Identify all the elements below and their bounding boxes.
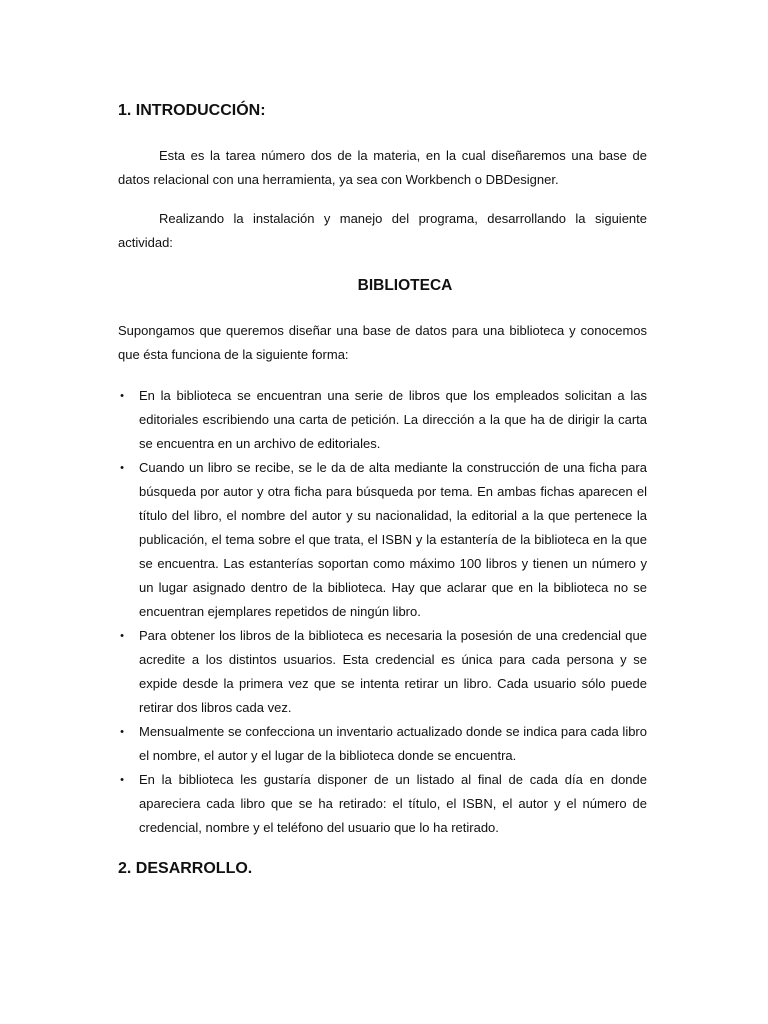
bullet-icon: •	[120, 774, 124, 786]
bullet-icon: •	[120, 462, 124, 474]
intro-paragraph-2: Realizando la instalación y manejo del programa, desarrollando la siguiente actividad:	[118, 211, 647, 250]
bullet-item	[118, 624, 647, 720]
bullet-item	[118, 768, 647, 840]
biblioteca-bullet-list	[118, 384, 647, 840]
biblioteca-intro-paragraph: Supongamos que queremos diseñar una base de datos para una biblioteca y conocemos que ésta funciona de la siguiente forma:	[118, 323, 647, 362]
bullet-text: Mensualmente se confecciona un inventario actualizado donde se indica para cada libro el nombre, el autor y el lugar de la biblioteca donde se encuentra.	[139, 724, 647, 763]
bullet-icon: •	[120, 630, 124, 642]
bullet-item	[118, 720, 647, 768]
section-heading-desarrollo: 2. DESARROLLO.	[118, 860, 253, 877]
bullet-item	[118, 384, 647, 456]
bullet-text: En la biblioteca se encuentran una serie de libros que los empleados solicitan a las editoriales escribiendo una carta de petición. La dirección a la que ha de dirigir la carta se encuentra en un archivo de editoriales.	[139, 388, 647, 451]
bullet-text: Cuando un libro se recibe, se le da de alta mediante la construcción de una ficha para búsqueda por autor y otra ficha para búsqueda por tema. En ambas fichas aparecen el título del libro, el nombre del autor y su nacionalidad, la editorial a la que pertenece la publicación, el tema sobre el que trata, el ISBN y la estantería de la biblioteca en la que se encuentra. Las estanterías soportan como máximo 100 libros y tienen un número y un lugar asignado dentro de la biblioteca. Hay que aclarar que en la biblioteca no se encuentran ejemplares repetidos de ningún libro.	[139, 460, 647, 619]
bullet-icon: •	[120, 726, 124, 738]
section-heading-introduccion: 1. INTRODUCCIÓN:	[118, 102, 266, 119]
bullet-icon: •	[120, 390, 124, 402]
bullet-item	[118, 456, 647, 624]
intro-paragraph-1: Esta es la tarea número dos de la materia, en la cual diseñaremos una base de datos relacional con una herramienta, ya sea con Workbench o DBDesigner.	[118, 148, 647, 187]
biblioteca-title: BIBLIOTECA	[357, 277, 453, 294]
bullet-text: En la biblioteca les gustaría disponer de un listado al final de cada día en donde apareciera cada libro que se ha retirado: el título, el ISBN, el autor y el número de credencial, nombre y el teléfono del usuario que lo ha retirado.	[139, 772, 647, 835]
bullet-text: Para obtener los libros de la biblioteca es necesaria la posesión de una credencial que acredite a los distintos usuarios. Esta credencial es única para cada persona y se expide desde la primera vez que se intenta retirar un libro. Cada usuario sólo puede retirar dos libros cada vez.	[139, 628, 647, 715]
